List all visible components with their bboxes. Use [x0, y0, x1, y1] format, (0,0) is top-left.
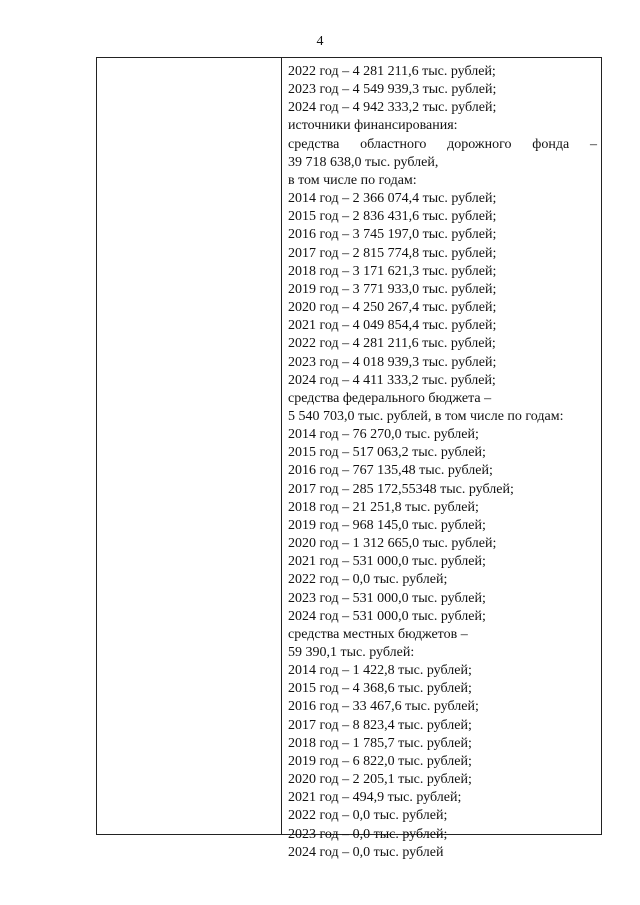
text-line: 2023 год – 0,0 тыс. рублей; [288, 826, 448, 842]
justified-word: областного [360, 136, 427, 152]
text-line: 2024 год – 531 000,0 тыс. рублей; [288, 608, 486, 624]
text-line: 2020 год – 2 205,1 тыс. рублей; [288, 772, 472, 788]
text-line: 2022 год – 4 281 211,6 тыс. рублей; [288, 64, 496, 79]
text-line: 5 540 703,0 тыс. рублей, в том числе по годам: [288, 408, 564, 424]
text-line: 2023 год – 4 018 939,3 тыс. рублей; [288, 354, 497, 370]
left-empty-cell [97, 58, 282, 834]
funding-text-cell [282, 58, 601, 860]
text-line: 2020 год – 1 312 665,0 тыс. рублей; [288, 536, 497, 552]
text-line: 2022 год – 0,0 тыс. рублей; [288, 808, 448, 824]
text-line: 2015 год – 2 836 431,6 тыс. рублей; [288, 209, 497, 225]
text-line: 2024 год – 4 942 333,2 тыс. рублей; [288, 100, 497, 116]
text-line: 2014 год – 2 366 074,4 тыс. рублей; [288, 191, 497, 207]
text-line: 2023 год – 4 549 939,3 тыс. рублей; [288, 82, 497, 98]
text-line: 2016 год – 767 135,48 тыс. рублей; [288, 463, 493, 479]
justified-word: фонда [532, 136, 570, 152]
text-line: 2015 год – 517 063,2 тыс. рублей; [288, 445, 486, 461]
text-line: 2014 год – 76 270,0 тыс. рублей; [288, 427, 479, 443]
text-line: 2018 год – 21 251,8 тыс. рублей; [288, 499, 479, 515]
justified-word: средства [288, 136, 340, 152]
text-line: 2023 год – 531 000,0 тыс. рублей; [288, 590, 486, 606]
text-line: 2021 год – 4 049 854,4 тыс. рублей; [288, 318, 497, 334]
text-line: средства местных бюджетов – [288, 626, 468, 642]
text-line: 2024 год – 0,0 тыс. рублей [288, 844, 444, 860]
text-line: 2018 год – 1 785,7 тыс. рублей; [288, 735, 472, 751]
text-line: 2016 год – 3 745 197,0 тыс. рублей; [288, 227, 497, 243]
text-line: 2021 год – 494,9 тыс. рублей; [288, 790, 462, 806]
text-line: 2020 год – 4 250 267,4 тыс. рублей; [288, 300, 497, 316]
text-line: 2017 год – 8 823,4 тыс. рублей; [288, 717, 472, 733]
text-line: 2015 год – 4 368,6 тыс. рублей; [288, 681, 472, 697]
text-line: 39 718 638,0 тыс. рублей, [288, 154, 439, 170]
text-line: 2024 год – 4 411 333,2 тыс. рублей; [288, 372, 496, 388]
text-line: 2019 год – 3 771 933,0 тыс. рублей; [288, 281, 497, 297]
text-line: средства федерального бюджета – [288, 390, 492, 406]
text-line: в том числе по годам: [288, 172, 417, 188]
document-table [96, 57, 602, 860]
text-line: 2019 год – 968 145,0 тыс. рублей; [288, 517, 486, 533]
text-line: 2022 год – 4 281 211,6 тыс. рублей; [288, 336, 496, 352]
text-line: 2014 год – 1 422,8 тыс. рублей; [288, 663, 472, 679]
text-line: 2017 год – 2 815 774,8 тыс. рублей; [288, 245, 497, 261]
page-number: 4 [316, 34, 324, 49]
justified-word: – [589, 136, 597, 152]
justified-text-line [288, 136, 597, 154]
text-line: 59 390,1 тыс. рублей: [288, 645, 415, 660]
text-line: 2018 год – 3 171 621,3 тыс. рублей; [288, 263, 497, 279]
text-line: 2022 год – 0,0 тыс. рублей; [288, 572, 448, 588]
text-line: источники финансирования: [288, 118, 458, 134]
text-line: 2019 год – 6 822,0 тыс. рублей; [288, 753, 472, 769]
text-line: 2021 год – 531 000,0 тыс. рублей; [288, 554, 486, 570]
text-line: 2017 год – 285 172,55348 тыс. рублей; [288, 481, 514, 497]
justified-word: дорожного [447, 136, 512, 152]
text-line: 2016 год – 33 467,6 тыс. рублей; [288, 699, 479, 715]
